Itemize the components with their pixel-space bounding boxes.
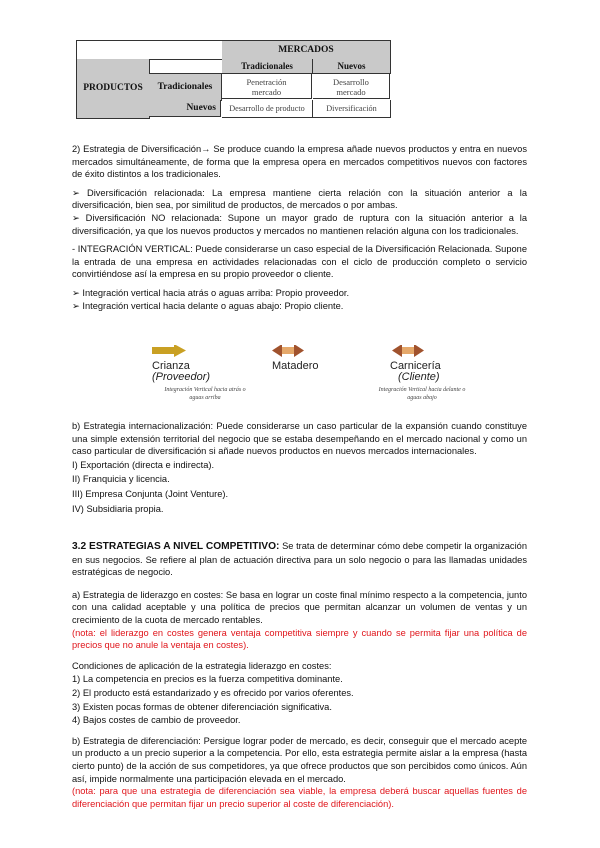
proveedor-label: (Proveedor) [152,371,211,383]
intl-item: III) Empresa Conjunta (Joint Venture). [72,488,229,499]
right-arrow-icon [152,345,186,357]
products-row-header: PRODUCTOS [76,59,150,119]
competitive-intro [72,540,527,579]
cost-leadership-note: (nota: el liderazgo en costes genera ventaja competitiva siempre y cuando se permita fijar una política de precios que no anule la ventaja en costes). [72,627,527,651]
cell-text: mercado [251,87,282,97]
caption-line: Integración Vertical hacia delante o [378,387,466,393]
diversification-paragraph: 2) Estrategia de Diversificación→ Se produce cuando la empresa añade nuevos productos y entra en nuevos mercados simultáneamente, de forma que la empresa opera en mercados competitivos nuevos con factores de éxito distintos a los tradicionales. [72,144,527,180]
condition-item: 4) Bajos costes de cambio de proveedor. [72,715,241,726]
conditions-title: Condiciones de aplicación de la estrategia liderazgo en costes: [72,660,332,671]
cell-text: mercado [336,87,366,97]
differentiation-note: (nota: para que una estrategia de diferenciación sea viable, la empresa deberá buscar aquellas fuentes de diferenciación que permitan fijar un precio superior al coste de diferenciación). [72,786,527,809]
internationalization-section [72,420,527,515]
cell-text: Penetración [246,77,287,87]
crianza-label: Crianza [152,360,190,372]
markets-header-cell: MERCADOS [222,40,391,60]
related-diversification: ➢ Diversificación relacionada: La empresa mantiene cierta relación con la situación anterior a la diversificación, bien sea, por similitud de productos, de mercados o por ambas. [72,187,527,211]
cell-product-development: Desarrollo de producto [222,100,313,118]
row-new-header: Nuevos [149,100,221,117]
carniceria-label: Carnicería [390,360,441,372]
condition-item: 1) La competencia en precios es la fuerza competitiva dominante. [72,674,343,685]
section-heading: 3.2 ESTRATEGIAS A NIVEL COMPETITIVO: [72,541,280,552]
double-arrow-right-icon [392,345,424,357]
cell-diversification: Diversificación [313,100,391,118]
cliente-label: (Cliente) [398,371,440,383]
condition-item: 3) Existen pocas formas de obtener diferenciación significativa. [72,701,332,712]
matadero-label: Matadero [272,360,319,372]
vertical-integration-paragraph: - INTEGRACIÓN VERTICAL: Puede considerarse un caso especial de la Diversificación Relacionada. Supone la entrada de una empresa en actividades relacionadas con el ciclo de producción completo o servicio convirtiéndose así la empresa en su propio proveedor o cliente. [72,244,527,280]
caption-line: aguas abajo [407,394,437,401]
intl-item: II) Franquicia y licencia. [72,474,170,485]
caption-line: aguas arriba [189,394,221,401]
cell-text: Desarrollo [333,77,369,87]
col-new-header: Nuevos [313,59,391,74]
backward-caption [150,387,260,402]
condition-item: 2) El producto está estandarizado y es ofrecido por varios oferentes. [72,687,354,698]
cell-market-penetration [222,73,312,99]
forward-integration-item: ➢ Integración vertical hacia delante o aguas abajo: Propio cliente. [72,300,344,311]
intl-item: IV) Subsidiaria propia. [72,503,164,514]
intl-item: I) Exportación (directa e indirecta). [72,459,215,470]
vertical-integration-diagram [140,345,466,407]
cost-leadership-paragraph: a) Estrategia de liderazgo en costes: Se basa en lograr un coste final mínimo respecto a la competencia, junto con una calidad aceptable y una política de precios que permitan alcanzar un volumen de ventas y un crecimiento de la cuota de mercado rentables. [72,589,527,625]
competitive-intro-text: Se trata de determinar cómo debe competir la organización en sus negocios. Se refiere al plan de actuación directiva para un solo negocio o para las llamadas unidades estratégicas de negocio. [72,541,527,578]
cell-market-development [313,73,390,99]
unrelated-diversification: ➢ Diversificación NO relacionada: Supone un mayor grado de ruptura con la situación anterior a la diversificación, ya que los nuevos productos y mercados no mantienen relación alguna con los tradicionales. [72,212,527,236]
differentiation-paragraph: b) Estrategia de diferenciación: Persigue lograr poder de mercado, es decir, conseguir que el mercado acepte un producto a un precio superior a la competencia. Por ello, esta estrategia permite aislar a la empresa (hasta cierto punto) de la acción de sus competidores, ya que ofrece productos que son percibidos como únicos. Aún así, impide normalmente una participación elevada en el mercado. [72,735,527,784]
caption-line: Integración Vertical hacia atrás o [164,387,246,393]
double-arrow-left-icon [272,345,304,357]
col-traditional-header: Tradicionales [222,59,313,74]
competitive-section [72,540,527,810]
backward-integration-item: ➢ Integración vertical hacia atrás o aguas arriba: Propio proveedor. [72,287,350,298]
ansoff-matrix [76,40,390,118]
corner-cell [76,40,224,60]
diversification-section [72,143,527,312]
forward-caption [362,387,482,402]
row-traditional-header: Tradicionales [149,73,222,101]
internationalization-paragraph: b) Estrategia internacionalización: Puede considerarse un caso particular de la expansión cuando constituye una simple extensión territorial del negocio que se estaba desempeñando en el mercado nacional y como un caso particular de diversificación si añade nuevos productos en nuevos mercados internacionales. [72,421,527,457]
